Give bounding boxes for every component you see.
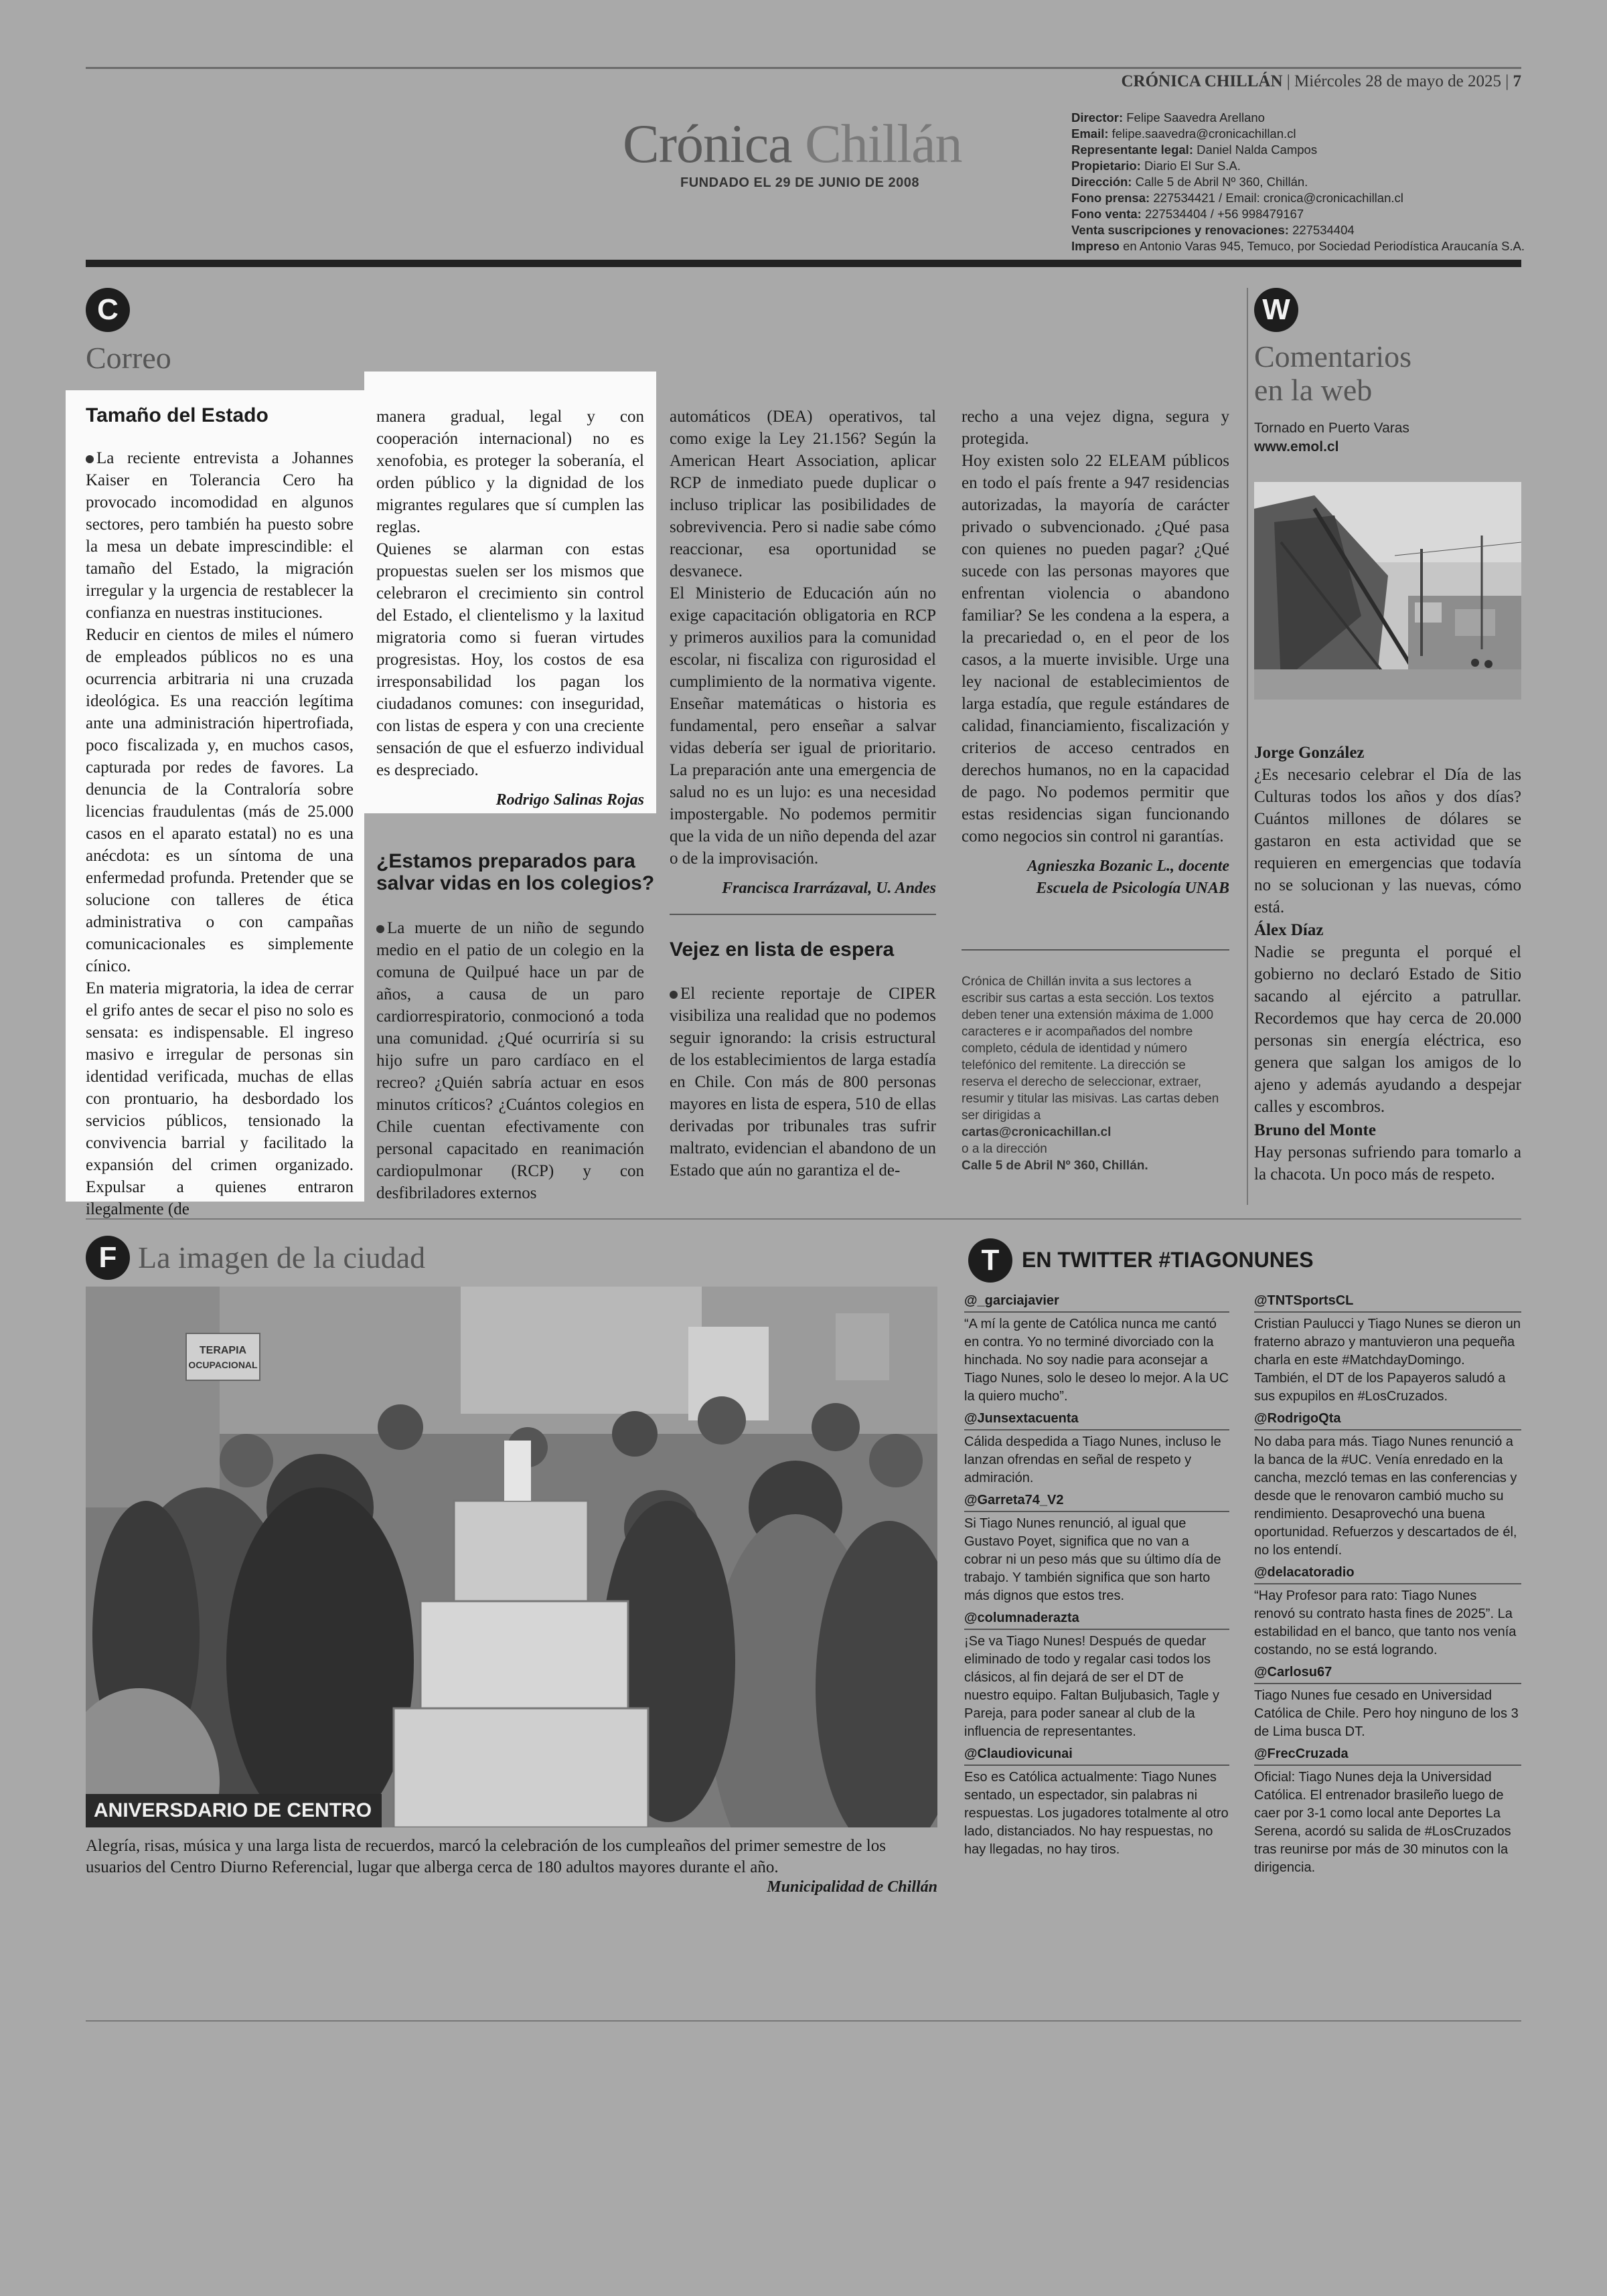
staff-value: Diario El Sur S.A. <box>1144 159 1241 173</box>
tweet-handle[interactable]: @delacatoradio <box>1254 1564 1521 1584</box>
letter3-signature-line1: Agnieszka Bozanic L., docente <box>1026 857 1229 875</box>
tweet-text: Si Tiago Nunes renunció, al igual que Gustavo Poyet, significa que no van a cobrar ni un peso más que su último día de trabajo. Y también significa que son harto más dignos que estos tres. <box>964 1516 1221 1603</box>
city-caption: Alegría, risas, música y una larga lista de recuerdos, marcó la celebración de los cumpleaños del primer semestre de los usuarios del Centro Diurno Referencial, lugar que alberga cerca de 180 adultos mayores durante el año. <box>86 1837 886 1876</box>
tweet-handle[interactable]: @columnaderazta <box>964 1609 1229 1630</box>
tweet <box>964 1745 1229 1859</box>
twitter-column-right <box>1254 1292 1521 1881</box>
staff-label: Impreso <box>1071 239 1120 253</box>
staff-line <box>1071 158 1525 174</box>
staff-label: Venta suscripciones y renovaciones: <box>1071 223 1289 237</box>
tweet <box>1254 1564 1521 1659</box>
city-title: La imagen de la ciudad <box>138 1240 426 1275</box>
comment-author: Bruno del Monte <box>1254 1121 1376 1139</box>
tornado-photo <box>1254 482 1521 700</box>
tweet <box>1254 1292 1521 1406</box>
twitter-column-left <box>964 1292 1229 1863</box>
web-badge: W <box>1254 288 1298 332</box>
invite-or: o a la dirección <box>962 1142 1047 1156</box>
issue-line: CRÓNICA CHILLÁN | Miércoles 28 de mayo de 2025 | 7 <box>1121 72 1521 90</box>
tweet-handle[interactable]: @RodrigoQta <box>1254 1410 1521 1430</box>
tweet-text: No daba para más. Tiago Nunes renunció a la banca de la #UC. Venía enredado en la cancha, mezcló temas en las conferencias y desde que le renovaron cambió mucho su rendimiento. Desaprovechó una buena oportunidad. Refuerzos y descartados de él, no los entendí. <box>1254 1434 1517 1558</box>
tweet <box>1254 1745 1521 1877</box>
twitter-badge: T <box>968 1238 1012 1283</box>
letter-divider <box>670 914 936 915</box>
letter1-signature: Rodrigo Salinas Rojas <box>495 791 644 809</box>
tweet <box>964 1410 1229 1487</box>
comment-text: Hay personas sufriendo para tomarlo a la chacota. Un poco más de respeto. <box>1254 1143 1521 1183</box>
staff-line <box>1071 206 1525 222</box>
logo-part2: Chillán <box>805 113 962 174</box>
letter2-signature: Francisca Irarrázaval, U. Andes <box>722 880 936 897</box>
web-title-line2: en la web <box>1254 373 1373 407</box>
comments-divider <box>1247 288 1248 1205</box>
issue-paper: CRÓNICA CHILLÁN <box>1121 72 1283 90</box>
invite-divider <box>962 949 1229 951</box>
staff-line <box>1071 222 1525 238</box>
issue-date: Miércoles 28 de mayo de 2025 <box>1294 72 1501 90</box>
staff-label: Director: <box>1071 110 1124 125</box>
tweet-handle[interactable]: @FrecCruzada <box>1254 1745 1521 1766</box>
tweet-text: Oficial: Tiago Nunes deja la Universidad Católica. El entrenador brasileño luego de caer por 3-1 como local ante Deportes La Serena, acordó su salida de #LosCruzados tras reunirse por más de 30 minutos con la dirigencia. <box>1254 1770 1511 1875</box>
web-site[interactable]: www.emol.cl <box>1254 439 1339 455</box>
page-number: 7 <box>1513 72 1521 90</box>
staff-line <box>1071 110 1525 126</box>
letters-invite <box>962 973 1229 1174</box>
letter3-paragraph: recho a una vejez digna, segura y protegida. <box>962 408 1229 448</box>
web-title <box>1254 340 1411 407</box>
staff-label: Propietario: <box>1071 159 1141 173</box>
comment-author: Álex Díaz <box>1254 921 1324 939</box>
letter3-column3 <box>670 983 936 1181</box>
tweet-text: “A mí la gente de Católica nunca me cantó en contra. Yo no terminé divorciado con la hinchada. No soy nadie para aconsejar a Tiago Nunes, solo le deseo lo mejor. A la UC la quiero mucho”. <box>964 1317 1229 1404</box>
letter2-column2 <box>376 917 644 1204</box>
staff-line <box>1071 126 1525 142</box>
tweet <box>964 1292 1229 1406</box>
staff-value: Calle 5 de Abril Nº 360, Chillán. <box>1135 175 1308 189</box>
letter3-paragraph: El reciente reportaje de CIPER visibiliza una realidad que no podemos seguir ignorando: la crisis estructural de los establecimientos de larga estadía en Chile. Con más de 800 personas mayores en lista de espera, 510 de ellas derivadas por tribunales tras sufrir maltrato, evidencian el abandono de un Estado que aún no garantiza el de- <box>670 985 936 1179</box>
staff-line <box>1071 142 1525 158</box>
staff-value: Daniel Nalda Campos <box>1197 143 1318 157</box>
staff-value: felipe.saavedra@cronicachillan.cl <box>1112 127 1296 141</box>
staff-label: Fono prensa: <box>1071 191 1150 205</box>
letter1-paragraph: La reciente entrevista a Johannes Kaiser en Tolerancia Cero ha provocado incomodidad en algunos sectores, pero también ha puesto sobre la mesa un debate imprescindible: el tamaño del Estado, la migración irregular y la urgencia de restablecer la confianza en nuestras instituciones. <box>86 449 354 622</box>
letter3-paragraph: Hoy existen solo 22 ELEAM públicos en todo el país frente a 947 residencias autorizadas, la mayoría de carácter privado o subvencionado. ¿Qué pasa con quienes no pueden pagar? ¿Qué sucede con las personas mayores que enfrentan violencia o abandono familiar? Se les condena a la espera, a la precariedad o, en el peor de los casos, a la muerte invisible. Urge una ley nacional de establecimientos de larga estadía, que regule estándares de calidad, financiamiento, fiscalización y criterios de acceso centrados en derechos humanos, no en la capacidad de pago. No podemos permitir que estas residencias sigan funcionando como negocios sin control ni garantías. <box>962 452 1229 845</box>
founded-line: FUNDADO EL 29 DE JUNIO DE 2008 <box>680 175 919 190</box>
letter2-paragraph: automáticos (DEA) operativos, tal como exige la Ley 21.156? Según la American Heart Association, aplicar RCP de inmediato puede duplicar o incluso triplicar las posibilidades de sobrevivencia. Pero si nadie sabe cómo reaccionar, esa oportunidad se desvanece. <box>670 408 936 580</box>
tweet <box>1254 1663 1521 1741</box>
tweet-handle[interactable]: @Carlosu67 <box>1254 1663 1521 1684</box>
tweet-text: Cálida despedida a Tiago Nunes, incluso le lanzan ofrendas en señal de respeto y admiración. <box>964 1434 1221 1485</box>
staff-label: Email: <box>1071 127 1109 141</box>
twitter-title: EN TWITTER #TIAGONUNES <box>1022 1248 1314 1272</box>
tweet-handle[interactable]: @Junsextacuenta <box>964 1410 1229 1430</box>
letter3-column4 <box>962 406 1229 900</box>
tweet-handle[interactable]: @Garreta74_V2 <box>964 1491 1229 1512</box>
web-comment <box>1254 919 1521 1118</box>
invite-text: Crónica de Chillán invita a sus lectores a escribir sus cartas a esta sección. Los textos deben tener una extensión máxima de 1.000 caracteres e ir acompañados del nombre completo, cédula de identidad y número telefónico del remitente. La dirección se reserva el derecho de seleccionar, extraer, resumir y titular las misivas. Las cartas deben ser dirigidas a <box>962 975 1219 1123</box>
staff-box <box>1071 110 1525 254</box>
city-photo-tag: ANIVERSDARIO DE CENTRO <box>86 1794 382 1827</box>
photo-sign: TERAPIA <box>199 1345 247 1356</box>
tweet <box>1254 1410 1521 1560</box>
section-rule <box>86 1218 1521 1220</box>
letter1-paragraph: Quienes se alarman con estas propuestas suelen ser los mismos que celebraron el crecimiento sin control del Estado, el clientelismo y la laxitud migratoria como si fueran virtudes progresistas. Hoy, los costos de esa irresponsabilidad los pagan los ciudadanos comunes: con inseguridad, con listas de espera y con una creciente sensación de que el esfuerzo individual es despreciado. <box>376 540 644 779</box>
top-rule <box>86 67 1521 69</box>
newspaper-logo <box>623 112 962 175</box>
letter3-headline: Vejez en lista de espera <box>670 938 895 961</box>
tweet <box>964 1491 1229 1605</box>
invite-address: Calle 5 de Abril Nº 360, Chillán. <box>962 1159 1148 1173</box>
web-photo-caption: Tornado en Puerto Varas <box>1254 420 1409 436</box>
bullet-icon <box>376 925 384 933</box>
comment-author: Jorge González <box>1254 744 1365 762</box>
bullet-icon <box>86 455 94 463</box>
letter1-headline: Tamaño del Estado <box>86 404 269 426</box>
photo-sign: OCUPACIONAL <box>188 1360 258 1370</box>
staff-line <box>1071 238 1525 254</box>
letter3-signature-line2: Escuela de Psicología UNAB <box>1036 880 1229 897</box>
staff-value: 227534404 / +56 998479167 <box>1144 207 1304 221</box>
tweet <box>964 1609 1229 1741</box>
tweet-text: “Hay Profesor para rato: Tiago Nunes renovó su contrato hasta fines de 2025”. La estabilidad en el banco, que tanto nos venía costando, no se está logrando. <box>1254 1588 1517 1657</box>
letter2-paragraph: El Ministerio de Educación aún no exige capacitación obligatoria en RCP y primeros auxilios para la comunidad escolar, ni fiscaliza con rigurosidad el cumplimiento de la normativa vigente. Enseñar matemáticas o historia es fundamental, pero enseñar a salvar vidas debería ser igual de prioritario. La preparación ante una emergencia de salud no es un lujo: es una necesidad impostergable. No podemos permitir que la vida de un niño dependa del azar o de la improvisación. <box>670 584 936 868</box>
letter1-paragraph: Reducir en cientos de miles el número de empleados públicos no es una ocurrencia arbitraria ni una cruzada ideológica. Es una reacción legítima ante una administración hipertrofiada, poco fiscalizada y, en muchos casos, capturada por redes de favores. La denuncia de la Contraloría sobre licencias fraudulentas (más de 25.000 casos en el aparato estatal) no es una anécdota: es un síntoma de una enfermedad profunda. Pretender que se solucione con talleres de ética administrativa o con campañas comunicacionales es simplemente cínico. <box>86 626 354 975</box>
tweet-handle[interactable]: @_garciajavier <box>964 1292 1229 1313</box>
web-comment <box>1254 1119 1521 1185</box>
invite-email[interactable]: cartas@cronicachillan.cl <box>962 1125 1112 1139</box>
tweet-text: Eso es Católica actualmente: Tiago Nunes sentado, un espectador, sin palabras ni respuestas. Los jugadores totalmente al otro lado, distanciados. No hay respuestas, no hay llegadas, no hay tiros. <box>964 1770 1229 1857</box>
bullet-icon <box>670 991 678 999</box>
city-photo <box>86 1287 937 1827</box>
staff-label: Dirección: <box>1071 175 1132 189</box>
letter2-paragraph: La muerte de un niño de segundo medio en el patio de un colegio en la comuna de Quilpué hace un par de años, a causa de un paro cardiorrespiratorio, conmocionó a toda una comunidad. ¿Qué ocurriría si su hijo sufre un paro cardíaco en el recreo? ¿Quién sabría actuar en esos minutos críticos? ¿Cuántos colegios en Chile cuentan efectivamente con personal capacitado en reanimación cardiopulmonar (RCP) y con desfibriladores externos <box>376 919 644 1202</box>
correo-title: Correo <box>86 341 171 375</box>
letter2-column3 <box>670 406 936 900</box>
staff-line <box>1071 174 1525 190</box>
letter1-paragraph: manera gradual, legal y con cooperación internacional) no es xenofobia, es proteger la soberanía, el orden público y la dignidad de los migrantes regulares que sí cumplen las reglas. <box>376 408 644 536</box>
tweet-text: ¡Se va Tiago Nunes! Después de quedar eliminado de todo y regalar casi todos los clásicos, al fin dejará de ser el DT de nuestro equipo. Faltan Buljubasich, Tagle y Pareja, para poder sanear al club de la influencia de representantes. <box>964 1634 1219 1739</box>
logo-part1: Crónica <box>623 113 792 174</box>
city-credit: Municipalidad de Chillán <box>767 1878 937 1896</box>
city-badge: F <box>86 1236 130 1280</box>
bottom-rule <box>86 2020 1521 2022</box>
comment-text: Nadie se pregunta el porqué el gobierno no declaró Estado de Sitio sacando al ejército a patrullar. Recordemos que hay cerca de 20.000 personas sin energía eléctrica, eso genera que salgan los amigos de lo ajeno y además ayudando a despejar calles y escombros. <box>1254 943 1521 1116</box>
tweet-text: Tiago Nunes fue cesado en Universidad Católica de Chile. Pero hoy ninguno de los 3 de Lima busca DT. <box>1254 1688 1519 1739</box>
letter1-paragraph: En materia migratoria, la idea de cerrar el grifo antes de secar el piso no solo es sensata: es indispensable. El ingreso masivo e irregular de personas sin identidad verificada, muchas de ellas con prontuario, ha desbordado los servicios públicos, tensionado la convivencia barrial y facilitado la expansión del crimen organizado. Expulsar a quienes entraron ilegalmente (de <box>86 979 354 1218</box>
web-comment <box>1254 742 1521 918</box>
city-photo-image <box>86 1287 937 1827</box>
correo-badge: C <box>86 288 130 332</box>
letter2-headline: ¿Estamos preparados para salvar vidas en los colegios? <box>376 850 655 894</box>
staff-value: Felipe Saavedra Arellano <box>1126 110 1265 125</box>
comment-text: ¿Es necesario celebrar el Día de las Culturas todos los años y dos días? Cuántos millones de dólares se gastaron en esta actividad que se requieren en emergencias que todavía no se solucionan y las nuevas, cómo está. <box>1254 766 1521 916</box>
letter1-column2 <box>376 406 644 811</box>
tweet-text: Cristian Paulucci y Tiago Nunes se dieron un fraterno abrazo y mantuvieron una pequeña charla en este #MatchdayDomingo. También, el DT de los Papayeros saludó a sus expupilos en #LosCruzados. <box>1254 1317 1521 1404</box>
letter1-column1 <box>86 447 354 1220</box>
web-title-line1: Comentarios <box>1254 339 1412 374</box>
staff-label: Fono venta: <box>1071 207 1142 221</box>
staff-value: en Antonio Varas 945, Temuco, por Sociedad Periodística Araucanía S.A. <box>1123 239 1525 253</box>
tweet-handle[interactable]: @TNTSportsCL <box>1254 1292 1521 1313</box>
tweet-handle[interactable]: @Claudiovicunai <box>964 1745 1229 1766</box>
staff-label: Representante legal: <box>1071 143 1193 157</box>
staff-value: 227534404 <box>1292 223 1355 237</box>
masthead-rule <box>86 260 1521 267</box>
staff-line <box>1071 190 1525 206</box>
staff-value: 227534421 / Email: cronica@cronicachillan.cl <box>1153 191 1403 205</box>
